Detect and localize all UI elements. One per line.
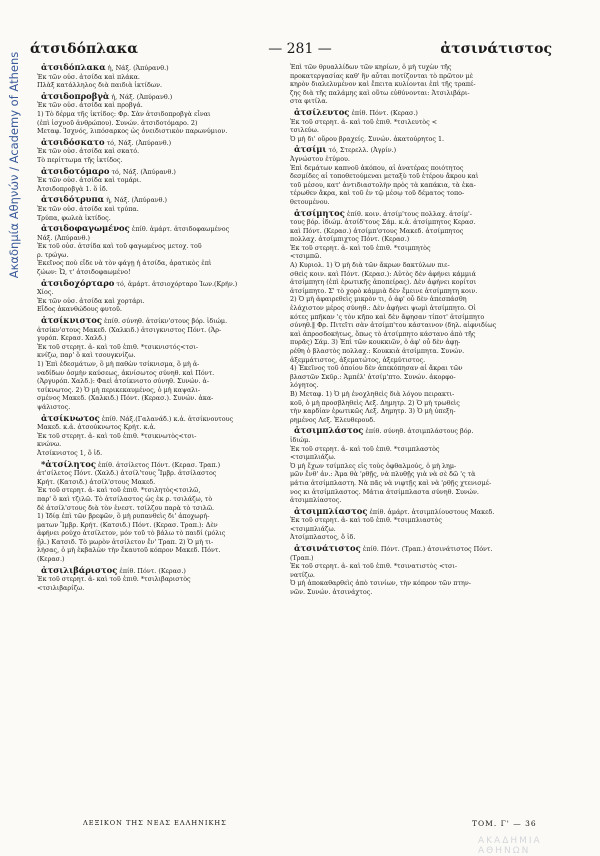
- entry-headline: ἀτσιδοτόμαρο τό, Νάξ. (Ἀπύρανθ.): [41, 166, 176, 176]
- headword: ἀτσιδόπλακα: [41, 63, 106, 72]
- headword: ἀτσιδοτόμαρο: [41, 166, 110, 176]
- entry-line: σύνηθ.‖ Φρ. Πιτεῖτι σὰν ἀτσίμπ'του κάσταινον (δηλ. αἰφνιδίως: [290, 321, 497, 330]
- entry-line: ρ. τρώγω.: [37, 250, 69, 259]
- watermark-text: ΑΚΑΔΗΜΙΑ ΑΘΗΝΩΝ: [478, 836, 542, 856]
- dictionary-entry: [37, 195, 282, 222]
- entry-line: τσιλεύω.: [290, 126, 319, 135]
- entry-line: 1) Τὸ δέρμα τῆς ἰκτίδος: Φρ. Σὰν ἀτσιδοπροβγὰ εἶναι: [37, 109, 211, 118]
- entry-line: <τσιμπλιάζω.: [290, 453, 336, 462]
- entry-line: 4) Ἐκεῖνος τοῦ ὁποίου δὲν ἀπεκόπησαν αἱ ἄκραι τῶν: [290, 364, 463, 373]
- entry-line: ζης διὰ τῆς παλάμης καὶ οὕτω εὐθύνονται: Ἀτσιλιβάρι-: [290, 88, 470, 97]
- entry-line: Ἐκ τοῦ στερητ. ἀ- καὶ τοῦ ἐπιθ. *τσιμπλαστὸς: [290, 444, 440, 453]
- headword: ἀτσινάτιστος: [294, 544, 361, 554]
- entry-headline: ἀτσιδόπλακα ἡ, Νάξ. (Ἀπύρανθ.): [41, 63, 169, 72]
- entry-line: Ἐπὶ τῶν θρυαλλίδων τῶν κηρίων, ὁ μὴ τυχὼν τῆς: [290, 63, 452, 71]
- entry-line: ἀτσιμπλίαστος.: [290, 496, 342, 505]
- entry-line: (Τραπ.): [290, 553, 314, 562]
- entry-line: Ἐπὶ δεμάτων καπνοῦ ἀκόπου, αἱ ἀνατέρας ποιότητος: [290, 163, 464, 172]
- page-number: — 281 —: [268, 41, 332, 57]
- entry-line: Ἐκ τοῦ στερητ. ἀ- καὶ τοῦ ἐπιθ. *τσικνωτὸς<τσι-: [37, 431, 197, 440]
- entry-line: Ἐκ τῶν οὐσ. ἀτσίδα καὶ τομάρι.: [37, 176, 142, 185]
- entry-line: ᾖλ.) Κατσιδ. Τὸ μωρὸν ἀτσίλετον ἔν' Τραπ. 2) Ὁ μὴ τι-: [37, 537, 214, 546]
- entry-headline: ἀτσίκνιστος ἐπίθ. σύνηθ. ἀτσίκν'στους βόρ. ἰδιώμ.: [41, 316, 228, 326]
- dictionary-entry: [290, 426, 535, 504]
- headword: ἀτσιμπλάστος: [294, 426, 364, 436]
- headword: ἀτσιδόσκατο: [41, 137, 105, 147]
- entry-headline: ἀτσιδοχόρταρο τό, ἀμάρτ. ἀτσιοχόρταρο Ἰων.(Κρήν.): [41, 278, 238, 288]
- entry-line: <τσιλιβαρίζω.: [37, 583, 85, 592]
- dictionary-entry: [37, 279, 282, 314]
- entry-line: B) Μεταφ. 1) Ὁ μὴ ἐνοχληθεὶς διὰ λόγου πειρακτι-: [290, 389, 455, 398]
- entry-headline: ἀτσίμι τό, Στερελλ. (Ἀγρίν.): [294, 145, 397, 155]
- entry-line: Ἐκ τοῦ στερητ. ἀ- καὶ τοῦ ἐπιθ. *τσιλιβαριστὸς: [37, 575, 191, 584]
- entry-line: Τὸ περίττωμα τῆς ἰκτίδος.: [37, 155, 123, 164]
- entry-line: πυρᾶς) Σάμ. 3) Ἐπὶ τῶν κουκκιῶν, ὁ ἀφ' οὗ δὲν ἀφῃ-: [290, 338, 461, 347]
- entry-line: στα φιτίλα.: [290, 97, 328, 106]
- entry-line: Ἀτσίκνιστος 1, ὅ ἰδ.: [37, 448, 103, 457]
- dictionary-entry: [290, 209, 535, 425]
- entry-line: γυρόπ. Κερασ. Χαλδ.): [37, 334, 107, 343]
- entry-line: Ἐκ τοῦ οὐσ. ἀτσίδα καὶ τοῦ φαγωμένος μετοχ. τοῦ: [37, 242, 202, 251]
- entry-headline: ἀτσιμπλάστος ἐπίθ. σύνηθ. ἀτσιμπλάστους βόρ.: [294, 426, 474, 436]
- entry-headline: ἀτσιμπλίαστος ἐπίθ. ἀμάρτ. ἀτσιμπλίουστους Μακεδ.: [294, 506, 495, 516]
- headword: ἀτσίκνωτος: [41, 413, 100, 423]
- entry-line: Κρήτ. (Κατσιδ.) ἀτσίλ'στους Μακεδ.: [37, 477, 156, 486]
- entry-line: ματων Ἴμβρ. Κρήτ. (Κατσιδ.) Πόντ. (Κερασ. Τραπ.): Δὲν: [37, 520, 218, 529]
- entry-line: βλαστῶν Σκῦρ.: Ἀμπέλ' ἀτσίμ'πτο. Συνών. ἀκορφο-: [290, 372, 456, 381]
- entry-line: Ἐκ τοῦ στερητ. ἀ- καὶ τοῦ ἐπιθ. *τσικνιστός<τσι-: [37, 342, 199, 351]
- entry-line: νῶν. Συνών. ἀτσινάχτος.: [290, 588, 373, 597]
- entry-headline: *ἀτσίλητος ἐπίθ. ἀτσίλετος Πόντ. (Κερασ. Τραπ.): [41, 459, 221, 469]
- entry-headline: ἀτσίλευτος ἐπίθ. Πόντ. (Κερασ.): [294, 107, 418, 117]
- entry-line: ἀφήνει ρούχο ἀτσίλετον, μόν τοῦ τὸ βάλω τὸ παιδί (μόλις: [37, 529, 226, 538]
- entry-line: ἀτσίμπητο. Σ' τὸ χορὸ κάμμιὰ δὲν ἔμεινε ἀτσίμπητη κοιν.: [290, 286, 478, 295]
- entry-line: Ἀτσίμπλαστος, ὅ ἰδ.: [290, 533, 356, 542]
- header-right-word: ἀτσινάτιστος: [440, 41, 552, 57]
- headword: ἀτσίλευτος: [294, 107, 350, 117]
- dictionary-entry: [37, 92, 282, 136]
- entry-line: τοῦ μέσου, κατ' ἀντιδιαστολὴν πρὸς τὰ καπάκια, τὰ ἐκα-: [290, 180, 476, 189]
- entry-line: Ἐκ τοῦ στερητ. ἀ- καὶ τοῦ ἐπιθ. *τσιλευτὸς <: [290, 117, 438, 126]
- entry-line: κνώνω.: [37, 440, 62, 449]
- entry-line: Ἐκ τῶν οὐσ. ἀτσίδα καὶ χορτάρι.: [37, 296, 145, 305]
- entry-line: ἀξεμμάτιστος, ἀξεματώτος, ἀξεμύτιστος.: [290, 355, 426, 364]
- dictionary-entry: [37, 224, 282, 277]
- entry-line: <τσιμπλιάζω.: [290, 524, 336, 533]
- entry-line: Ἀγνώστου ἐτύμου.: [290, 154, 350, 163]
- dictionary-entry: [290, 63, 535, 106]
- entry-line: ἀτσίμπητη (ἐπὶ ἐρωτικῆς ἀποπείρας). Δὲν ἀφήνει κορίτσι: [290, 278, 477, 287]
- entry-line: καὶ Πόντ. (Κερασ.) ἀτσίμπ'στους Μακεδ. ἀτσίμπητος: [290, 226, 464, 235]
- entry-line: πολλαχ. ἀτσίμπιχτος Πόντ. (Κερασ.): [290, 235, 410, 244]
- entry-headline: ἀτσίμητος ἐπίθ. κοιν. ἀτσίμ'τους πολλαχ. ἀτσίμ'-: [294, 208, 472, 218]
- entry-line: νος κι ἀτσίμπλαστος. Μάτια ἀτσίμπλαστα σύνηθ. Συνών.: [290, 487, 479, 496]
- entry-headline: ἀτσιδότρυπα ἡ, Νάξ. (Ἀπύρανθ.): [41, 195, 168, 205]
- dictionary-entry: [37, 316, 282, 412]
- entry-line: τσίκνωτος. 2) Ὁ μὴ περικεκαυμένος, ὁ μὴ καψαλι-: [37, 385, 201, 394]
- entry-line: Μεταφ. Ἰσχνός, λιπόσαρκος ὡς ὀνειδιστικὸν παρωνύμιον.: [37, 127, 228, 136]
- entry-line: Ἐκ τῶν οὐσ. ἀτσίδα καὶ πλάκα.: [37, 72, 140, 81]
- entry-line: Ἐκεῖνος ποὺ εἶδε νὰ τὸν φάγῃ ἡ ἀτσίδα, ἀρατικὸς ἐπὶ: [37, 259, 212, 268]
- entry-line: σθεὶς κοιν. καὶ Πόντ. (Κερασ.): Αὐτὸς δὲν ἀφήνει κάμμιά: [290, 269, 476, 278]
- entry-line: κοῦ, ὁ μὴ προσβληθεὶς Λεξ. Δημητρ. 2) Ὁ μὴ τρωθεὶς: [290, 398, 460, 407]
- entry-line: κότες μπῆκαν 'ς τὸν κῆπο καὶ δὲν ἄφησαν τίποτ' ἀτσίμπητο: [290, 312, 485, 321]
- entry-line: (Κερασ.): [37, 555, 65, 564]
- entry-line: καὶ ἀπροσδοκήτως, ὅπως τὸ ἀτσίμπητο κάστανο ἀπὸ τῆς: [290, 329, 476, 338]
- dictionary-entry: [37, 63, 282, 90]
- entry-line: Τρύπα, φωλεὰ ἰκτίδος.: [37, 213, 111, 222]
- footer-title: ΛΕΞΙΚΟΝ ΤΗΣ ΝΕΑΣ ΕΛΛΗΝΙΚΗΣ: [83, 819, 227, 827]
- headword: ἀτσίκνιστος: [41, 316, 102, 326]
- entry-line: A) Κυριολ. 1) Ὁ μὴ διὰ τῶν ἄκρων δακτύλων πιε-: [290, 261, 450, 270]
- entry-headline: ἀτσίκνωτος ἐπίθ. Νάξ.(Γαλανάδ.) κ.ἀ. ἀτσίκνουτους: [41, 413, 234, 423]
- entry-line: τους βόρ. ἰδιώμ. ἀτσίδ'τους Σάμ. κ.ἀ. ἀτσίμπητος Κερασ.: [290, 218, 476, 227]
- side-text: Ακαδημία Αθηνών / Academy of Athens: [7, 51, 21, 279]
- entry-line: Ἐκ τοῦ στερητ. ἀ- καὶ τοῦ ἐπιθ. *τσιλητὸς<τσιλῶ,: [37, 486, 201, 495]
- entry-line: σμένος Μακεδ. (Χαλκιδ.) Πόντ. (Κερασ.). Συνών. ἀκα-: [37, 394, 214, 403]
- left-column: [37, 63, 282, 594]
- header-left-word: άτσιδόπλακα: [30, 41, 139, 57]
- entry-line: Ἀτσιδοπροβγὰ 1. ὅ ἰδ.: [37, 184, 108, 193]
- entry-line: θετουμένου.: [290, 197, 330, 206]
- entry-line: ναδίδων ὀσμὴν καύσεως, ἀκνίσωτος σύνηθ. καὶ Πόντ.: [37, 368, 215, 377]
- footer-volume: ΤΟΜ. Γ' — 36: [472, 819, 537, 828]
- dictionary-entry: [290, 507, 535, 542]
- academy-watermark: [478, 828, 588, 856]
- entry-line: (ἐπὶ ἰσχνοῦ ἀνθρώπου). Συνών. ἀτσιδοτόμαρο. 2): [37, 118, 198, 127]
- entry-line: Ἐκ τῶν οὐσ. ἀτσίδα καὶ σκατό.: [37, 147, 140, 156]
- entry-line: Ὁ μὴ δι' οὔρου βραχείς. Συνών. ἀκατούρητος 1.: [290, 134, 445, 143]
- entry-line: Ἐκ τοῦ στερητ. ἀ- καὶ τοῦ ἐπιθ. *τσιμπλιαστὸς: [290, 516, 443, 525]
- entry-line: Ὁ μὴ ἔχων τσίμπλες εἰς τοὺς ὀφθαλμούς, ὁ μὴ λημ-: [290, 461, 457, 470]
- entry-line: Ἐκ τοῦ στερητ. ἀ- καὶ τοῦ ἐπιθ. *τσινατιστὸς <τσι-: [290, 562, 457, 571]
- headword: ἀτσιλιβάριστος: [41, 565, 118, 575]
- dictionary-entry: [37, 460, 282, 564]
- headword: *ἀτσίλητος: [41, 459, 96, 469]
- entry-line: παρ' ὃ καὶ τζιλῶ. Τὸ ἀτσίλαστος ὡς ἐκ ρ. τσιλάζω, τὸ: [37, 494, 213, 503]
- headword: ἀτσίμι: [294, 145, 327, 155]
- entry-line: ψάλιστος.: [37, 402, 71, 411]
- entry-line: τὴν καρδίαν ἐρωτικῶς Λεξ. Δημητρ. 3) Ὁ μὴ ὑπεξη-: [290, 407, 456, 416]
- headword: ἀτσίμητος: [294, 208, 345, 218]
- dictionary-entry: [290, 108, 535, 143]
- entry-line: τέρωθεν ἄκρα, καὶ τοῦ ἐν τῷ μέσῳ τοῦ δέματος τοπο-: [290, 189, 465, 198]
- entry-line: Πλὰξ κατάλληλος διὰ παιδιὰ ἰκτίδων.: [37, 81, 163, 90]
- entry-line: 1) Ἰδίᾳ ἐπὶ τῶν βρεφῶν, ὃ μὴ ρυπανθεὶς δι' ἀποχωρή-: [37, 512, 210, 521]
- entry-line: ρημένος Λεξ. Ἐλευθερουδ.: [290, 415, 376, 424]
- entry-line: Χίος.: [37, 288, 54, 297]
- entry-line: δὲ ἀτσίλ'στους διὰ τὸν ἑνεστ. τσίλζου παρὰ τὸ τσιλῶ.: [37, 503, 215, 512]
- entry-line: ζώων: Ὦ, τ' ἀτσιδοφαωμένο!: [37, 268, 131, 277]
- entry-line: κηρὸν διαλελυμένον καὶ ἔπειτα κυλίονται ἐπὶ τῆς τραπέ-: [290, 80, 476, 89]
- entry-line: Ἐκ τοῦ στερητ. ἀ- καὶ τοῦ ἐπιθ. *τσιμπητὸς: [290, 243, 431, 252]
- right-column: [290, 63, 535, 599]
- entry-line: μῶν ἔνθ' ἀν.: Ἀμα θὰ 'ρθῇς, νὰ πλυθῇς γιὰ νὰ σὲ δῶ 'ς τὰ: [290, 470, 476, 479]
- headword: ἀτσιμπλίαστος: [294, 506, 368, 516]
- entry-headline: ἀτσιδόσκατο τό, Νάξ. (Ἀπύρανθ.): [41, 137, 172, 147]
- entry-line: δεσμίδες αἱ τοποθετούμεναι μεταξὺ τοῦ ἑτέρου ἄκρου καὶ: [290, 172, 479, 181]
- entry-line: Νάξ. (Ἀπύρανθ.): [37, 233, 91, 242]
- headword: ἀτσιδοπροβγὰ: [41, 91, 110, 101]
- entry-line: λόγητος.: [290, 381, 319, 390]
- entry-line: μάτια ἀτσίμπλαστη. Νὰ πᾶς νὰ νιφτῇς καὶ νὰ 'ρθῇς χτενισμέ-: [290, 478, 492, 487]
- entry-line: Ὁ μὴ ἀποκαθαρθεὶς ἀπὸ τσινίων, τὴν κόπρον τῶν πτην-: [290, 579, 471, 588]
- dictionary-entry: [290, 544, 535, 597]
- headword: ἀτσιδότρυπα: [41, 195, 105, 205]
- entry-line: ἀτ'σίλετος Πόντ. (Χαλδ.) ἀτσίλ'τους Ἴμβρ. ἀτσίλαστος: [37, 469, 217, 478]
- dictionary-entry: [290, 145, 535, 206]
- entry-line: Ἐκ τῶν οὐσ. ἀτσίδα καὶ προβγά.: [37, 101, 143, 110]
- dictionary-entry: [37, 167, 282, 194]
- entry-line: ἀτσίκν'στους Μακεδ. (Χαλκιδ.) ἀτσιγκνιστος Πόντ. (Ἀρ-: [37, 325, 222, 334]
- entry-line: ρέθη ὁ βλαστὸς πολλαχ.: Κουκκιὰ ἀτσίμπητα. Συνών.: [290, 347, 465, 355]
- dictionary-entry: [37, 138, 282, 165]
- entry-line: ἐλάχιστον μέρος σύνηθ.: Δὲν ἀφήνει ψωμὶ ἀτσίμπητο. Οἱ: [290, 304, 476, 313]
- entry-line: κνίζω, παρ' ὃ καὶ τσουγκνίζω.: [37, 351, 136, 360]
- dictionary-entry: [37, 414, 282, 458]
- entry-line: νατίζω.: [290, 570, 315, 579]
- entry-line: λήσας, ὁ μὴ ἐκβαλὼν τὴν ἔκαυτοῦ κόπρον Μακεδ. Πόντ.: [37, 546, 221, 555]
- entry-headline: ἀτσιλιβάριστος ἐπίθ. Πόντ. (Κερασ.): [41, 565, 186, 575]
- entry-line: (Ἀργυρόπ. Χαλδ.): Φαεὶ ἀτσίκνιστο σύνηθ. Συνών. ἀ-: [37, 377, 209, 386]
- headword: ἀτσιδοφαγωμένος: [41, 224, 130, 234]
- dictionary-entry: [37, 566, 282, 593]
- headword: ἀτσιδοχόρταρο: [41, 278, 115, 288]
- entry-line: Εἶδος ἀκανθώδους φυτοῦ.: [37, 305, 122, 314]
- entry-line: 1) Ἐπὶ ἐδεσμάτων, ὃ μὴ παθὼν τσίκνισμα, ὃ μὴ ἀ-: [37, 360, 200, 368]
- entry-line: Ἐκ τῶν οὐσ. ἀτσίδα καὶ τρύπα.: [37, 204, 139, 213]
- entry-headline: ἀτσιδοπροβγὰ ἡ, Νάξ. (Ἀπύρανθ.): [41, 91, 173, 101]
- side-watermark: [4, 36, 21, 296]
- entry-line: Μακεδ. κ.ἀ. ἀτσούκνωτος Κρήτ. κ.ἀ.: [37, 423, 156, 432]
- entry-line: <τσιμπῶ.: [290, 252, 322, 261]
- entry-line: 2) Ὁ μὴ ἀφαιρεθεὶς μικρὸν τι, ὁ ἀφ' οὗ δὲν ἀπεσπάσθη: [290, 295, 467, 304]
- entry-line: ἰδιώμ.: [290, 435, 311, 444]
- entry-headline: ἀτσινάτιστος ἐπίθ. Πόντ. (Τραπ.) ἀτσινάτιστος Πόντ.: [294, 544, 493, 554]
- entry-headline: ἀτσιδοφαγωμένος ἐπίθ. ἀμάρτ. ἀτσιδοφαωμένος: [41, 224, 230, 234]
- entry-line: προκατεργασίας καθ' ἣν αὗται ποτίζονται τὸ πρῶτον μὲ: [290, 71, 474, 80]
